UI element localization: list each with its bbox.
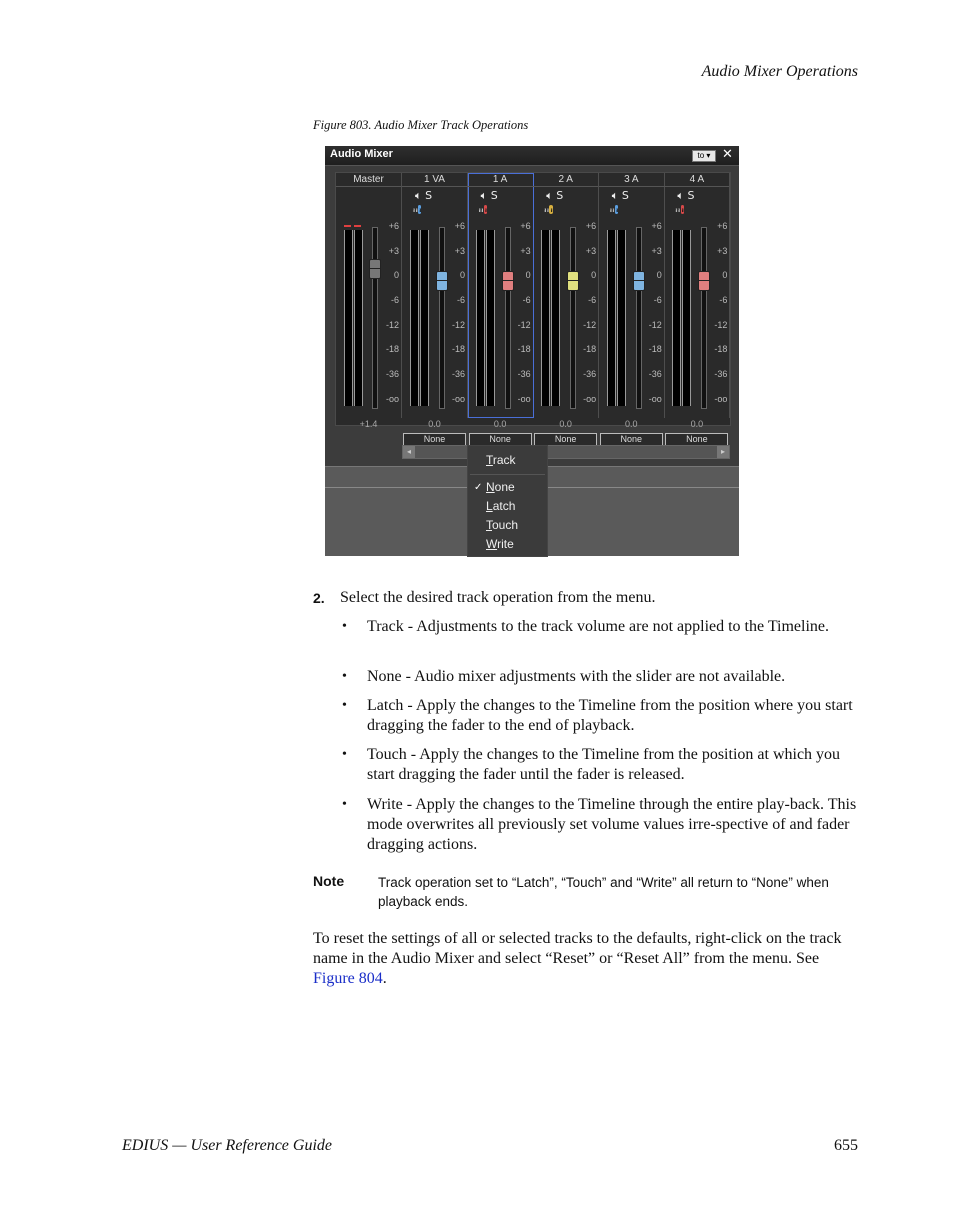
window-title: Audio Mixer (330, 148, 393, 160)
track-operation-select[interactable]: None (469, 433, 532, 446)
track-value: 0.0 (428, 419, 441, 429)
scale-label: +3 (585, 246, 597, 256)
scale-label: -12 (451, 320, 465, 330)
fader-knob[interactable] (633, 271, 645, 291)
volume-line-icons[interactable]: ᵢₗₗ ᵢₗₗ ᵢₗₗ (478, 205, 486, 214)
level-meter-right (551, 230, 560, 406)
step-text: Select the desired track operation from the menu. (340, 589, 656, 606)
peak-indicator (354, 225, 361, 227)
master-value: +1.4 (359, 419, 378, 429)
scale-label: -oo (517, 394, 531, 404)
fader-knob[interactable] (502, 271, 514, 291)
scale-label: -12 (517, 320, 531, 330)
menu-item-write[interactable]: Write (486, 537, 514, 551)
fader-knob[interactable] (436, 271, 448, 291)
active-mode-icon[interactable]: ᵢₗₗ (681, 205, 683, 214)
fader-track (439, 227, 445, 409)
bullet-none: None - Audio mixer adjustments with the slider are not available. (367, 668, 786, 685)
level-meter-left (672, 230, 681, 406)
speaker-icon[interactable]: 🔈︎ S (677, 189, 695, 202)
note-label: Note (313, 873, 345, 889)
scale-label: -18 (385, 344, 399, 354)
bullet-glyph: • (342, 669, 347, 684)
track-value: 0.0 (559, 419, 572, 429)
bullet-glyph: • (342, 619, 347, 634)
scale-label: -6 (653, 295, 662, 305)
scale-label: -oo (583, 394, 597, 404)
scale-label: -oo (451, 394, 465, 404)
speaker-icon[interactable]: 🔈︎ S (546, 189, 564, 202)
fader-track (372, 227, 378, 409)
scale-label: 0 (722, 270, 728, 280)
scale-label: 0 (525, 270, 531, 280)
volume-line-icons[interactable]: ᵢₗₗ ᵢₗₗ ᵢₗₗ (544, 205, 552, 214)
active-mode-icon[interactable]: ᵢₗₗ (484, 205, 486, 214)
bullet-track: Track - Adjustments to the track volume are not applied to the Timeline. (367, 618, 830, 635)
check-icon: ✓ (474, 482, 483, 493)
scale-label: -12 (385, 320, 399, 330)
level-meter-right (420, 230, 429, 406)
scale-label: -12 (714, 320, 728, 330)
scale-label: 0 (393, 270, 399, 280)
scroll-right-icon[interactable]: ▸ (717, 446, 729, 458)
scale-label: -36 (648, 369, 662, 379)
bullet-glyph: • (342, 747, 347, 762)
active-mode-icon[interactable]: ᵢₗₗ (550, 205, 552, 214)
figure-804-link[interactable]: Figure 804 (313, 970, 383, 987)
level-meter-left (344, 230, 353, 406)
level-meter-left (410, 230, 419, 406)
track-operation-select[interactable]: None (665, 433, 728, 446)
speaker-icon[interactable]: 🔈︎ S (415, 189, 433, 202)
volume-line-icons[interactable]: ᵢₗₗ ᵢₗₗ ᵢₗₗ (609, 205, 618, 214)
scale-label: +6 (651, 221, 662, 231)
scale-label: -36 (385, 369, 399, 379)
running-header: Audio Mixer Operations (701, 63, 858, 80)
fader-track (701, 227, 707, 409)
menu-item-touch[interactable]: Touch (486, 518, 519, 532)
menu-item-track[interactable]: Track (486, 453, 516, 467)
scale-label: +6 (388, 221, 399, 231)
scale-label: +3 (454, 246, 465, 256)
active-mode-icon[interactable]: ᵢₗₗ (616, 205, 618, 214)
scale-label: -36 (451, 369, 465, 379)
horizontal-scrollbar[interactable] (402, 445, 730, 459)
scale-label: -18 (648, 344, 662, 354)
track-strip (533, 173, 599, 444)
scale-label: +3 (717, 246, 728, 256)
level-meter-right (617, 230, 626, 406)
track-operation-select[interactable]: None (600, 433, 663, 446)
scale-label: +3 (520, 246, 531, 256)
page-number: 655 (834, 1137, 858, 1154)
scroll-left-icon[interactable]: ◂ (403, 446, 415, 458)
fader-track (505, 227, 511, 409)
scale-label: +3 (651, 246, 662, 256)
title-bar[interactable] (325, 146, 739, 166)
bullet-latch: Latch - Apply the changes to the Timeline from the position where you start dragging the fader to the end of playback. (367, 697, 853, 734)
scale-label: +6 (454, 221, 465, 231)
scale-label: -6 (588, 295, 597, 305)
fader-track (570, 227, 576, 409)
scale-label: -6 (390, 295, 399, 305)
track-strip (664, 173, 730, 444)
level-meter-right (354, 230, 363, 406)
volume-line-icons[interactable]: ᵢₗₗ ᵢₗₗ ᵢₗₗ (675, 205, 683, 214)
speaker-icon[interactable]: 🔈︎ S (480, 189, 498, 202)
master-fader-knob[interactable] (369, 259, 381, 279)
fader-knob[interactable] (698, 271, 710, 291)
bullet-glyph: • (342, 698, 347, 713)
scale-label: 0 (459, 270, 465, 280)
track-operation-context-menu (467, 445, 548, 557)
track-value: 0.0 (625, 419, 638, 429)
scale-label: +6 (585, 221, 597, 231)
menu-item-latch[interactable]: Latch (486, 499, 516, 513)
level-meter-left (607, 230, 616, 406)
level-meter-right (486, 230, 495, 406)
scale-label: 0 (656, 270, 662, 280)
scale-label: -12 (648, 320, 662, 330)
scale-label: -6 (719, 295, 728, 305)
scale-label: -oo (714, 394, 728, 404)
reset-paragraph: To reset the settings of all or selected tracks to the defaults, right-click on the track name in the Audio Mixer and select “Reset” or “Reset All” from the menu. See Figure 804. (313, 930, 842, 987)
level-meter-left (476, 230, 485, 406)
level-meter-left (541, 230, 550, 406)
track-name[interactable]: 1 A (468, 173, 533, 187)
track-name[interactable]: 3 A (599, 173, 664, 187)
fader-knob[interactable] (567, 271, 579, 291)
scale-label: -oo (385, 394, 399, 404)
scale-label: -18 (517, 344, 531, 354)
note-text: Track operation set to “Latch”, “Touch” and “Write” all return to “None” when playback ends. (378, 875, 829, 909)
scale-label: -18 (583, 344, 597, 354)
fader-track (636, 227, 642, 409)
scale-label: +6 (520, 221, 531, 231)
track-name[interactable]: 4 A (664, 173, 729, 187)
scale-label: -oo (648, 394, 662, 404)
bullet-glyph: • (342, 797, 347, 812)
active-mode-icon[interactable]: ᵢₗₗ (419, 205, 421, 214)
menu-item-none[interactable]: None (486, 480, 515, 494)
volume-line-icons[interactable]: ᵢₗₗ ᵢₗₗ ᵢₗₗ (413, 205, 421, 214)
scale-label: -6 (456, 295, 465, 305)
output-dropdown-button[interactable]: to ▾ (692, 150, 716, 162)
bullet-touch: Touch - Apply the changes to the Timeline from the position at which you start dragging the fader until the fader is released. (367, 746, 841, 783)
track-strip (402, 173, 468, 444)
level-meter-right (682, 230, 691, 406)
track-name[interactable]: 2 A (533, 173, 598, 187)
mixer-panel (335, 172, 731, 456)
track-strip (468, 173, 534, 444)
scale-label: -36 (517, 369, 531, 379)
scale-label: -36 (583, 369, 597, 379)
scale-label: -36 (714, 369, 728, 379)
scale-label: -12 (583, 320, 597, 330)
scale-label: -18 (714, 344, 728, 354)
speaker-icon[interactable]: 🔈︎ S (611, 189, 629, 202)
track-strip (599, 173, 665, 444)
scale-label: -18 (451, 344, 465, 354)
track-value: 0.0 (493, 419, 507, 429)
scale-label: -6 (522, 295, 531, 305)
scale-label: 0 (591, 270, 597, 280)
master-strip (336, 173, 402, 429)
master-label[interactable]: Master (336, 173, 401, 187)
footer-title: EDIUS — User Reference Guide (122, 1137, 333, 1154)
figure-caption: Figure 803. Audio Mixer Track Operations (313, 118, 529, 132)
track-operation-select[interactable]: None (534, 433, 597, 446)
track-name[interactable]: 1 VA (402, 173, 467, 187)
peak-indicator (344, 225, 351, 227)
menu-separator (470, 474, 545, 475)
scale-label: +3 (388, 246, 399, 256)
step-number: 2. (313, 590, 325, 606)
scale-label: +6 (717, 221, 728, 231)
bullet-write: Write - Apply the changes to the Timeline through the entire play-back. This mode overwrites all previously set volume values irre-spective of and fader dragging actions. (367, 796, 857, 853)
close-icon[interactable]: ✕ (722, 147, 733, 162)
track-value: 0.0 (690, 419, 704, 429)
track-operation-select[interactable]: None (403, 433, 466, 446)
